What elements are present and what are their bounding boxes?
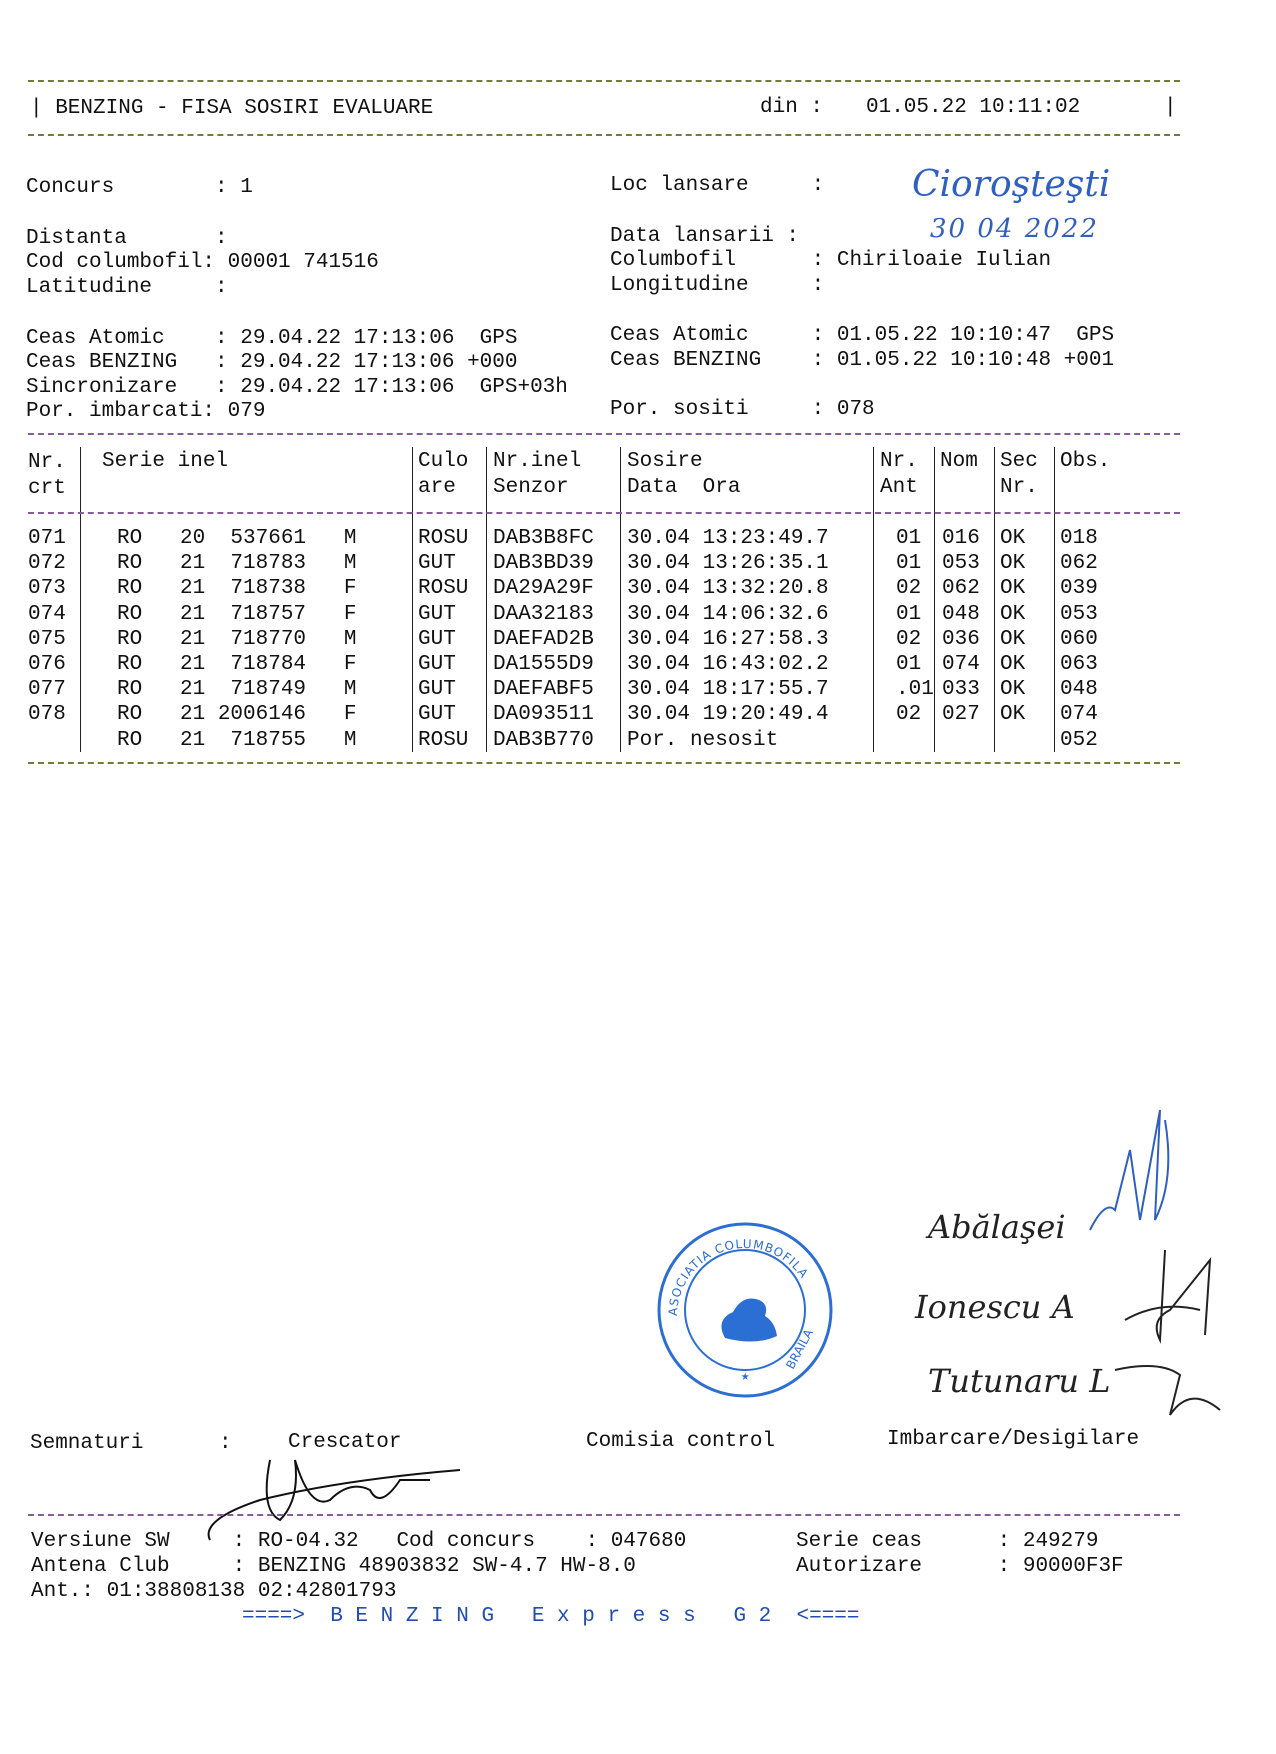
table-cell-culoare: GUT [418,552,456,576]
table-cell-senzor: DAB3B770 [493,728,594,752]
header-divider [28,134,1180,136]
table-cell-sosire: 30.04 14:06:32.6 [627,602,829,626]
th-sosire-2: Data Ora [627,476,741,499]
th-obs: Obs. [1060,450,1111,473]
table-cell-crt: 076 [28,653,66,676]
table-top-divider [28,433,1180,435]
table-cell-crt: 078 [28,703,66,727]
table-cell-senzor: DAEFABF5 [493,678,594,702]
col-sep-3 [486,447,487,752]
table-cell-crt: 073 [28,577,66,601]
serie-ceas-row: Serie ceas : 249279 [796,1530,1099,1553]
table-cell-ant: 01 [896,602,922,626]
th-sosire-1: Sosire [627,450,703,473]
table-cell-senzor: DAB3B8FC [493,527,594,550]
table-cell-sec: OK [1000,703,1026,727]
semnaturi-label: Semnaturi : [30,1432,232,1455]
table-cell-sec: OK [1000,527,1026,550]
table-header-divider [28,512,1180,514]
table-cell-ant: 02 [896,627,922,651]
handwritten-place: Cioroşteşti [912,164,1111,205]
col-sep-2 [412,447,413,752]
table-cell-sec: OK [1000,577,1026,601]
table-cell-culoare: ROSU [418,577,469,601]
table-cell-nom: 062 [942,577,980,601]
data-lansarii-row: Data lansarii : [610,225,800,248]
table-cell-culoare: GUT [418,602,456,626]
table-cell-sec: OK [1000,653,1026,676]
por-sositi-row: Por. sositi : 078 [610,398,875,421]
ceas-atomic-right: Ceas Atomic : 01.05.22 10:10:47 GPS [610,324,1115,347]
benzing-banner: ====> B E N Z I N G E x p r e s s G 2 <==== [242,1605,860,1628]
table-cell-serie: RO 20 537661 M [117,527,357,550]
table-cell-senzor: DA093511 [493,703,594,727]
table-cell-nom: 033 [942,678,980,702]
latitudine-row: Latitudine : [26,276,228,299]
header-end-bar: | [1164,96,1177,119]
table-cell-serie: RO 21 718755 M [117,728,357,752]
table-cell-nom: 016 [942,527,980,550]
report-datetime: 01.05.22 10:11:02 [866,96,1081,119]
table-cell-senzor: DAB3BD39 [493,552,594,576]
th-crt-2: crt [28,477,66,500]
por-imbarcati-row: Por. imbarcati: 079 [26,400,266,423]
table-cell-sosire: 30.04 13:26:35.1 [627,552,829,576]
antena-row: Antena Club : BENZING 48903832 SW-4.7 HW-8.0 [31,1555,636,1578]
table-cell-serie: RO 21 2006146 F [117,703,357,727]
table-cell-ant: .01 [896,678,934,702]
col-sep-5 [873,447,874,752]
table-cell-culoare: GUT [418,627,456,651]
table-cell-sosire: Por. nesosit [627,728,779,752]
table-cell-sosire: 30.04 19:20:49.4 [627,703,829,727]
signature-name-1: Abălaşei [928,1208,1066,1246]
th-senzor-1: Nr.inel [493,450,582,473]
table-cell-serie: RO 21 718784 F [117,653,357,676]
th-senzor-2: Senzor [493,476,569,499]
th-nom: Nom [940,450,978,473]
table-cell-ant: 02 [896,703,922,727]
table-cell-culoare: ROSU [418,728,469,752]
table-cell-sosire: 30.04 13:23:49.7 [627,527,829,550]
table-cell-ant: 01 [896,527,922,550]
loc-lansare-row: Loc lansare : [610,174,825,197]
table-bottom-divider [28,762,1180,764]
comisia-label: Comisia control [586,1430,776,1453]
handwritten-date: 30 04 2022 [930,214,1099,244]
table-cell-obs: 074 [1060,703,1098,727]
table-cell-senzor: DAEFAD2B [493,627,594,651]
stamp-text: ASOCIATIA COLUMBOFILA [665,1236,812,1317]
cod-columbofil-row: Cod columbofil: 00001 741516 [26,251,379,274]
autorizare-row: Autorizare : 90000F3F [796,1555,1124,1578]
table-cell-obs: 039 [1060,577,1098,601]
table-cell-nom: 074 [942,653,980,676]
table-cell-nom: 053 [942,552,980,576]
table-cell-serie: RO 21 718783 M [117,552,357,576]
table-cell-sosire: 30.04 13:32:20.8 [627,577,829,601]
signature-name-2: Ionescu A [915,1288,1075,1326]
col-sep-7 [994,447,995,752]
report-title: | BENZING - FISA SOSIRI EVALUARE [30,97,434,120]
table-cell-culoare: GUT [418,653,456,676]
antenna-ids-row: Ant.: 01:38808138 02:42801793 [31,1580,397,1603]
table-cell-sec: OK [1000,602,1026,626]
footer-divider [28,1514,1180,1516]
table-cell-sosire: 30.04 16:27:58.3 [627,627,829,651]
ceas-benzing-left: Ceas BENZING : 29.04.22 17:13:06 +000 [26,351,518,374]
table-cell-crt: 071 [28,527,66,550]
table-cell-sec: OK [1000,552,1026,576]
table-cell-crt: 074 [28,602,66,626]
col-sep-1 [80,447,81,752]
table-cell-senzor: DA1555D9 [493,653,594,676]
th-culoare-2: are [418,476,456,499]
table-cell-crt: 075 [28,627,66,651]
table-cell-serie: RO 21 718757 F [117,602,357,626]
table-cell-obs: 018 [1060,527,1098,550]
table-cell-obs: 063 [1060,653,1098,676]
col-sep-6 [934,447,935,752]
signature-scribble-1 [1085,1090,1205,1240]
top-divider [28,80,1180,82]
table-cell-obs: 048 [1060,678,1098,702]
svg-text:★: ★ [741,1369,750,1385]
distanta-row: Distanta : [26,227,228,250]
signature-scribble-3 [1110,1355,1230,1435]
ceas-atomic-left: Ceas Atomic : 29.04.22 17:13:06 GPS [26,327,518,350]
longitudine-row: Longitudine : [610,274,825,297]
association-stamp [655,1220,835,1400]
table-cell-culoare: GUT [418,703,456,727]
columbofil-row: Columbofil : Chiriloaie Iulian [610,249,1052,272]
col-sep-4 [620,447,621,752]
table-cell-nom: 036 [942,627,980,651]
imbarcare-label: Imbarcare/Desigilare [887,1428,1140,1451]
concurs-row: Concurs : 1 [26,176,253,199]
th-serie: Serie inel [102,450,229,473]
table-cell-crt: 072 [28,552,66,576]
th-crt-1: Nr. [28,451,66,474]
table-cell-senzor: DA29A29F [493,577,594,601]
col-sep-8 [1054,447,1055,752]
table-cell-serie: RO 21 718749 M [117,678,357,702]
th-sec-2: Nr. [1000,476,1038,499]
table-cell-obs: 053 [1060,602,1098,626]
pigeon-icon [721,1299,777,1342]
table-cell-sosire: 30.04 16:43:02.2 [627,653,829,676]
ceas-benzing-right: Ceas BENZING : 01.05.22 10:10:48 +001 [610,349,1115,372]
table-cell-obs: 052 [1060,728,1098,752]
table-cell-ant: 02 [896,577,922,601]
table-cell-obs: 060 [1060,627,1098,651]
versiune-row: Versiune SW : RO-04.32 Cod concurs : 047680 [31,1530,687,1553]
table-cell-serie: RO 21 718738 F [117,577,357,601]
th-sec-1: Sec [1000,450,1038,473]
table-cell-sec: OK [1000,627,1026,651]
table-cell-culoare: ROSU [418,527,469,550]
table-cell-serie: RO 21 718770 M [117,627,357,651]
th-culoare-1: Culo [418,450,469,473]
table-cell-senzor: DAA32183 [493,602,594,626]
crescator-label: Crescator [288,1431,402,1454]
table-cell-ant: 01 [896,552,922,576]
table-cell-sosire: 30.04 18:17:55.7 [627,678,829,702]
signature-scribble-2 [1120,1240,1230,1350]
table-cell-ant: 01 [896,653,922,676]
table-cell-culoare: GUT [418,678,456,702]
table-cell-crt: 077 [28,678,66,702]
signature-name-3: Tutunaru L [928,1362,1111,1400]
table-cell-sec: OK [1000,678,1026,702]
stamp-city-text: BRAILA [783,1326,816,1372]
sincronizare-row: Sincronizare : 29.04.22 17:13:06 GPS+03h [26,376,568,399]
th-ant-2: Ant [880,476,918,499]
th-ant-1: Nr. [880,450,918,473]
date-label: din : [760,96,824,119]
table-cell-nom: 027 [942,703,980,727]
table-cell-nom: 048 [942,602,980,626]
table-cell-obs: 062 [1060,552,1098,576]
